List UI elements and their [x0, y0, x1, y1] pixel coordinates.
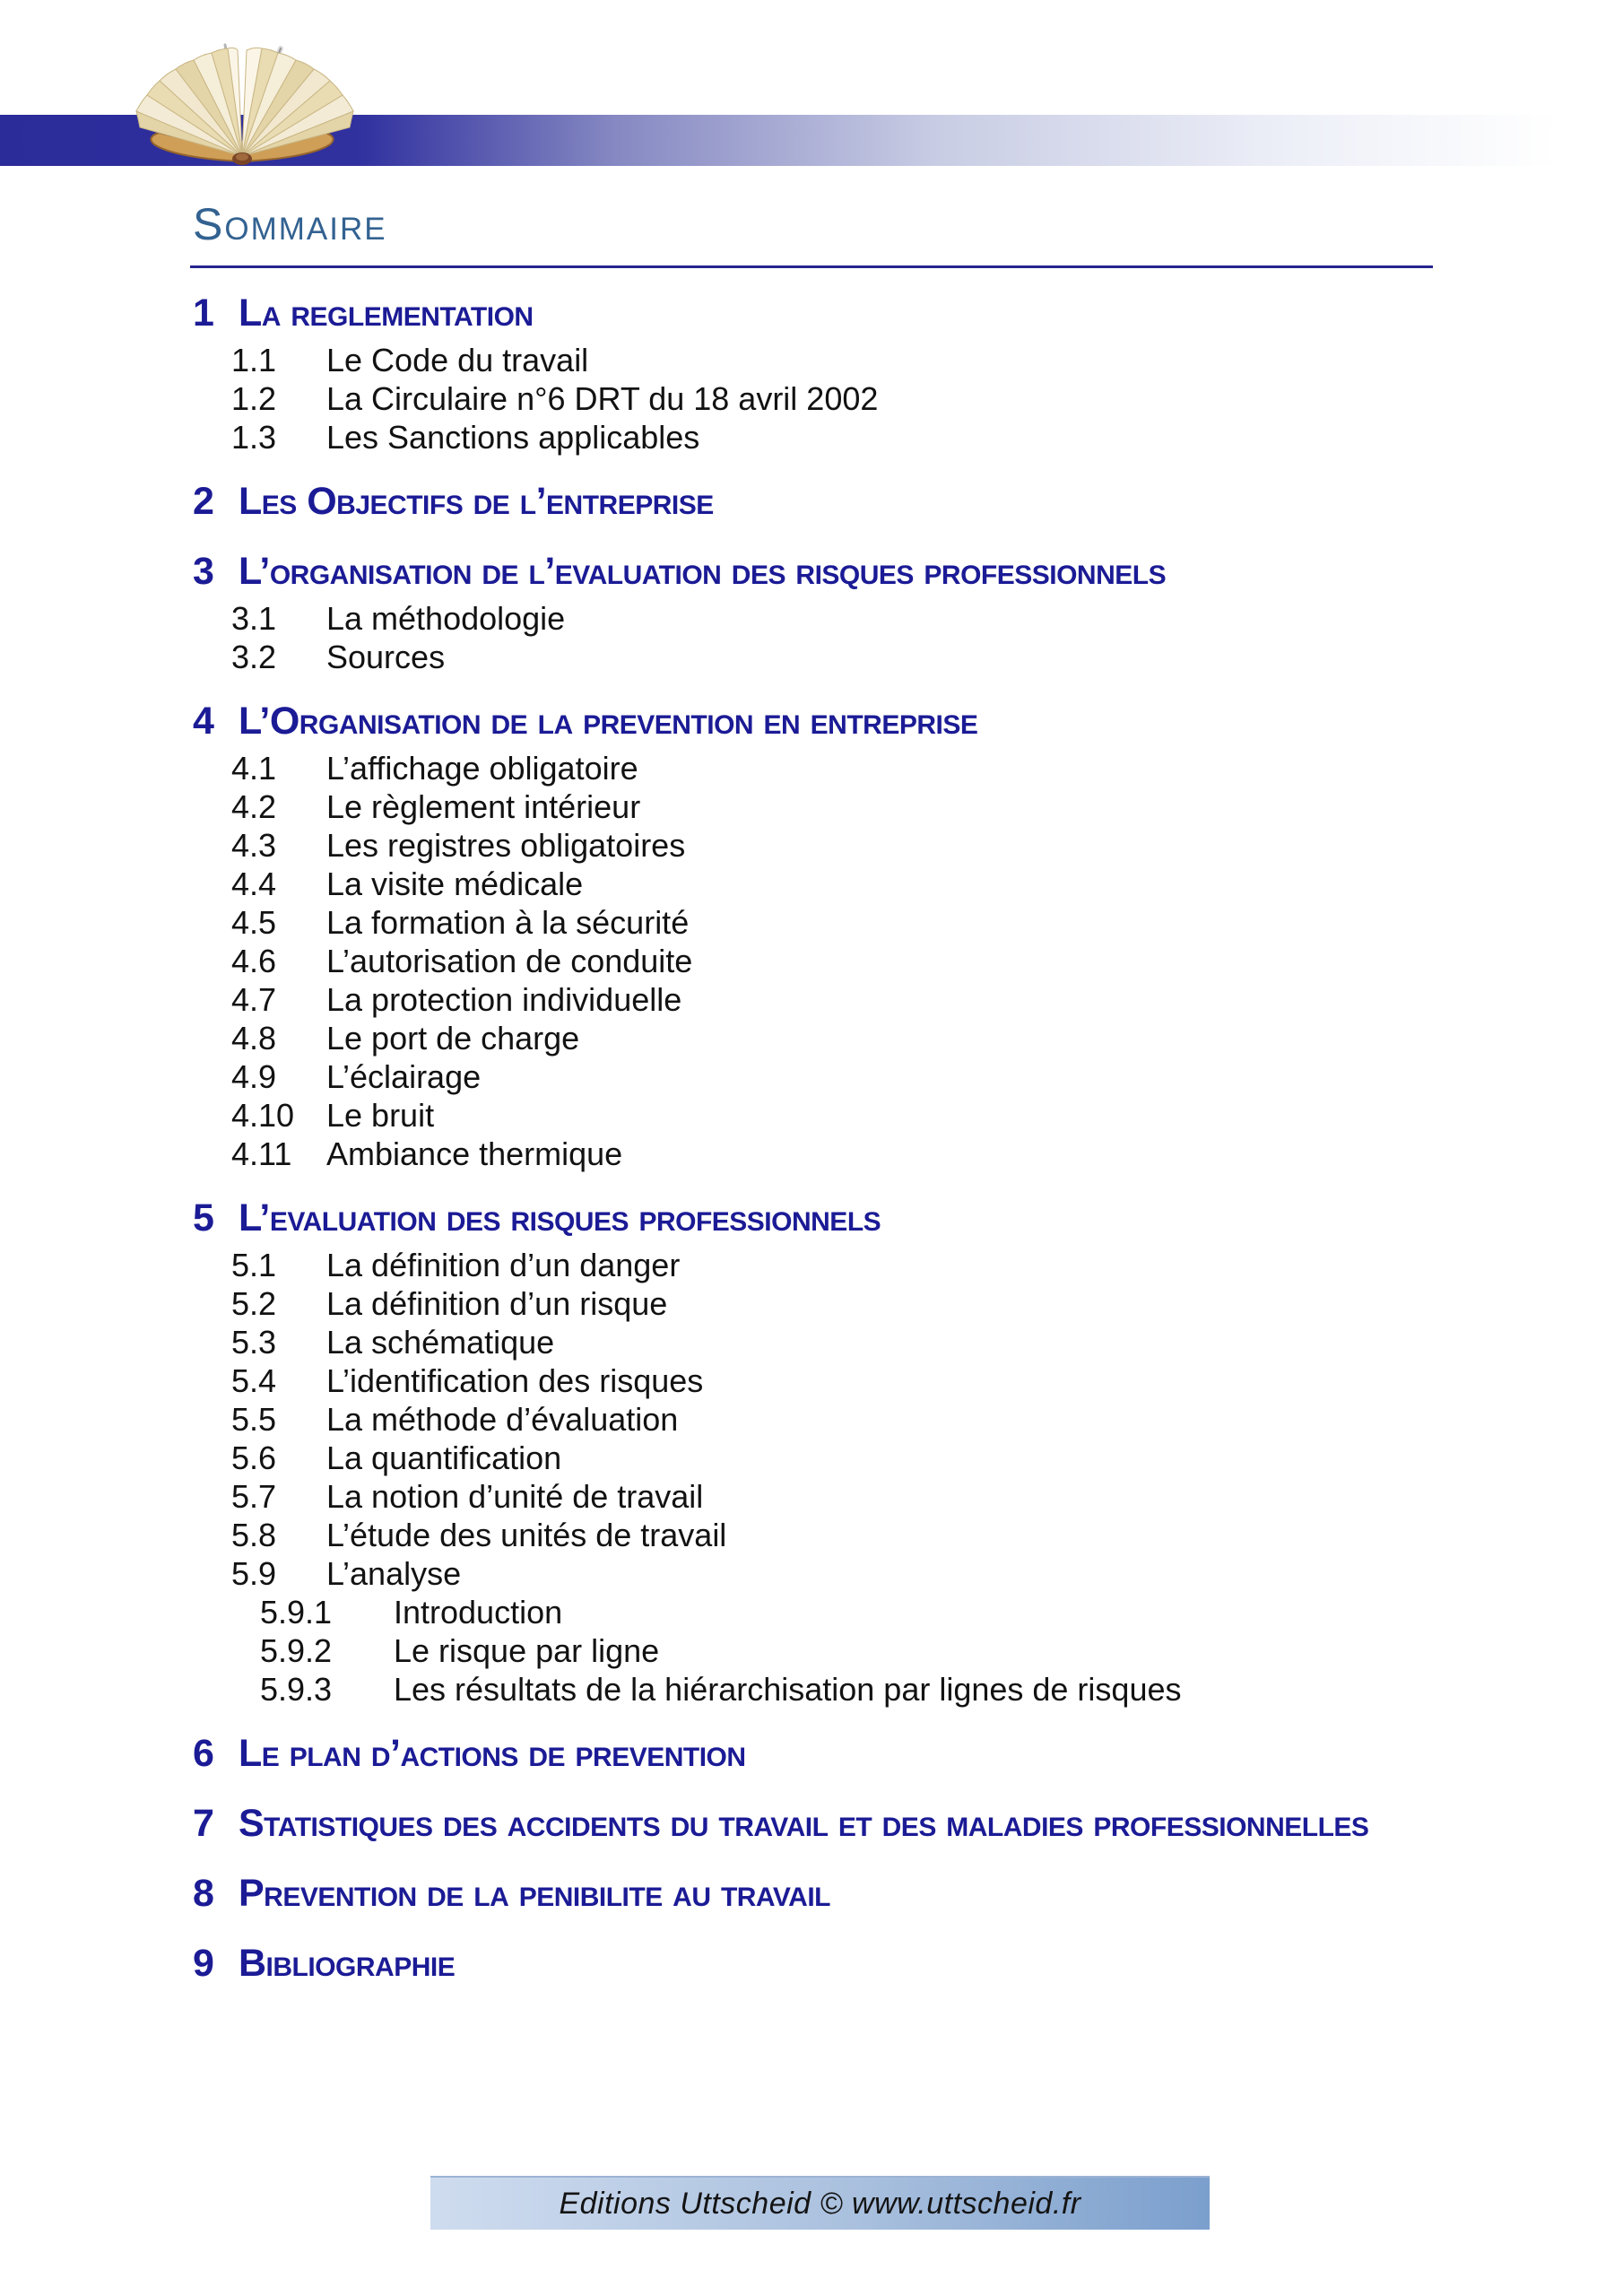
toc-section-heading	[193, 1868, 1475, 1918]
title-rule	[190, 265, 1433, 268]
toc-item	[193, 1096, 1475, 1135]
page-title: Sommaire	[193, 199, 387, 249]
toc-section-title: Prevention de la penibilite au travail	[239, 1872, 830, 1915]
toc-section-title: L’organisation de l’evaluation des risques professionnels	[239, 550, 1167, 593]
toc-section-title: La reglementation	[239, 291, 534, 335]
footer-banner	[430, 2176, 1210, 2230]
toc-item	[193, 341, 1475, 379]
toc-item	[193, 379, 1475, 418]
toc-item	[193, 1019, 1475, 1057]
toc-item-number: 1.2	[231, 380, 277, 417]
toc-item-label: L’éclairage	[326, 1058, 482, 1095]
toc-item-label: Le risque par ligne	[394, 1632, 660, 1669]
toc-item	[193, 1400, 1475, 1439]
toc-item-label: Les résultats de la hiérarchisation par lignes de risques	[394, 1671, 1182, 1708]
toc-item-number: 3.1	[231, 600, 277, 637]
toc-item-number: 3.2	[231, 639, 277, 675]
toc-item-label: Le règlement intérieur	[326, 788, 641, 825]
toc-section-number: 7	[193, 1802, 214, 1845]
toc-item-label: L’étude des unités de travail	[326, 1517, 727, 1553]
toc-item-number: 5.5	[231, 1401, 277, 1438]
toc-section-heading	[193, 546, 1475, 596]
toc-section-number: 4	[193, 700, 214, 743]
toc-item-number: 4.1	[231, 750, 277, 787]
toc-section-heading	[193, 1728, 1475, 1779]
toc-section	[193, 1193, 1475, 1709]
toc-section-number: 9	[193, 1942, 214, 1985]
toc-item-label: L’affichage obligatoire	[326, 750, 638, 787]
toc-item	[193, 903, 1475, 942]
toc-section-title: Bibliographie	[239, 1942, 456, 1985]
toc-section	[193, 1728, 1475, 1779]
toc-item	[193, 865, 1475, 903]
toc-item-label: La Circulaire n°6 DRT du 18 avril 2002	[326, 380, 879, 417]
toc-item	[193, 1323, 1475, 1361]
toc-item	[193, 1284, 1475, 1323]
toc-item-number: 5.6	[231, 1439, 277, 1476]
toc-item-number: 5.8	[231, 1517, 277, 1553]
toc-item-label: Le Code du travail	[326, 342, 589, 378]
toc-item-number: 4.8	[231, 1020, 277, 1057]
toc-section-heading	[193, 476, 1475, 526]
toc-item-number: 4.3	[231, 827, 277, 864]
toc-section	[193, 476, 1475, 526]
toc-section-number: 3	[193, 550, 214, 593]
toc-section-number: 5	[193, 1196, 214, 1239]
toc-item-number: 5.9.3	[260, 1671, 333, 1708]
toc-item-number: 4.11	[231, 1135, 292, 1172]
toc-item-label: La méthodologie	[326, 600, 566, 637]
toc-item-label: Les Sanctions applicables	[326, 419, 700, 456]
toc-section-number: 2	[193, 480, 214, 523]
toc-section	[193, 1938, 1475, 1988]
toc-item	[193, 1631, 1475, 1670]
toc-item-number: 5.9	[231, 1555, 277, 1592]
toc-item-label: Sources	[326, 639, 446, 675]
toc-item	[193, 1246, 1475, 1284]
toc-section-items	[193, 599, 1475, 676]
toc-item-label: Le bruit	[326, 1097, 435, 1134]
toc-item-label: Introduction	[394, 1594, 563, 1631]
toc-item-label: L’identification des risques	[326, 1362, 704, 1399]
toc-item-label: Ambiance thermique	[326, 1135, 623, 1172]
toc-item	[193, 1593, 1475, 1631]
toc-item-label: La protection individuelle	[326, 981, 682, 1018]
toc-section	[193, 288, 1475, 457]
toc-item	[193, 1477, 1475, 1516]
toc-section-number: 8	[193, 1872, 214, 1915]
toc-section	[193, 546, 1475, 676]
toc-item-number: 5.9.2	[260, 1632, 333, 1669]
toc-section	[193, 1868, 1475, 1918]
toc-section	[193, 696, 1475, 1173]
toc-item	[193, 1135, 1475, 1173]
toc-item	[193, 942, 1475, 980]
toc-item-number: 4.7	[231, 981, 277, 1018]
toc-section-heading	[193, 1798, 1475, 1848]
toc-item-number: 5.2	[231, 1285, 277, 1322]
toc-item	[193, 1057, 1475, 1096]
toc-item-label: La méthode d’évaluation	[326, 1401, 679, 1438]
toc-item-number: 5.7	[231, 1478, 277, 1515]
toc-item-label: La quantification	[326, 1439, 562, 1476]
toc-item-number: 4.5	[231, 904, 277, 941]
toc-item	[193, 1670, 1475, 1709]
toc-item	[193, 980, 1475, 1019]
toc-item	[193, 638, 1475, 676]
toc-item	[193, 787, 1475, 826]
toc-section-items	[193, 341, 1475, 457]
toc-item	[193, 1554, 1475, 1593]
toc-section-items	[193, 1246, 1475, 1709]
toc-item-number: 5.9.1	[260, 1594, 333, 1631]
toc-item-label: La schématique	[326, 1324, 555, 1361]
footer-text: Editions Uttscheid © www.uttscheid.fr	[559, 2186, 1081, 2221]
toc-item-number: 5.4	[231, 1362, 277, 1399]
toc-section-title: Les Objectifs de l’entreprise	[239, 480, 714, 523]
toc-item-number: 5.3	[231, 1324, 277, 1361]
toc-item-label: La formation à la sécurité	[326, 904, 690, 941]
toc-item	[193, 599, 1475, 638]
toc-section-heading	[193, 1193, 1475, 1243]
toc-section-heading	[193, 1938, 1475, 1988]
toc-item	[193, 826, 1475, 865]
toc-item	[193, 1439, 1475, 1477]
toc-item-label: La visite médicale	[326, 865, 584, 902]
toc-item-number: 1.1	[231, 342, 277, 378]
toc-item-number: 1.3	[231, 419, 277, 456]
toc-item-label: Le port de charge	[326, 1020, 580, 1057]
toc-item-label: L’autorisation de conduite	[326, 943, 693, 979]
toc-section-title: L’evaluation des risques professionnels	[239, 1196, 881, 1239]
toc-item-number: 4.4	[231, 865, 277, 902]
toc-item-number: 5.1	[231, 1247, 277, 1283]
toc-item	[193, 418, 1475, 457]
toc-item-number: 4.9	[231, 1058, 277, 1095]
toc-section-number: 6	[193, 1732, 214, 1775]
toc-item-label: Les registres obligatoires	[326, 827, 686, 864]
toc-section-heading	[193, 288, 1475, 338]
toc-item-label: La définition d’un risque	[326, 1285, 668, 1322]
toc-item	[193, 1516, 1475, 1554]
content-column	[193, 197, 1475, 1988]
toc-item-number: 4.2	[231, 788, 277, 825]
toc-item-number: 4.6	[231, 943, 277, 979]
toc-item	[193, 749, 1475, 787]
toc-section-title: L’Organisation de la prevention en entreprise	[239, 700, 978, 743]
table-of-contents	[193, 288, 1475, 1988]
toc-item-label: La notion d’unité de travail	[326, 1478, 704, 1515]
toc-item-label: La définition d’un danger	[326, 1247, 681, 1283]
toc-section-title: Le plan d’actions de prevention	[239, 1732, 746, 1775]
toc-item-number: 4.10	[231, 1097, 295, 1134]
toc-section-heading	[193, 696, 1475, 746]
toc-item-label: L’analyse	[326, 1555, 462, 1592]
toc-section-items	[193, 749, 1475, 1173]
toc-section-number: 1	[193, 291, 214, 335]
toc-section-title: Statistiques des accidents du travail et des maladies professionnelles	[239, 1802, 1369, 1845]
toc-section	[193, 1798, 1475, 1848]
open-book-logo	[133, 39, 357, 167]
toc-item	[193, 1361, 1475, 1400]
